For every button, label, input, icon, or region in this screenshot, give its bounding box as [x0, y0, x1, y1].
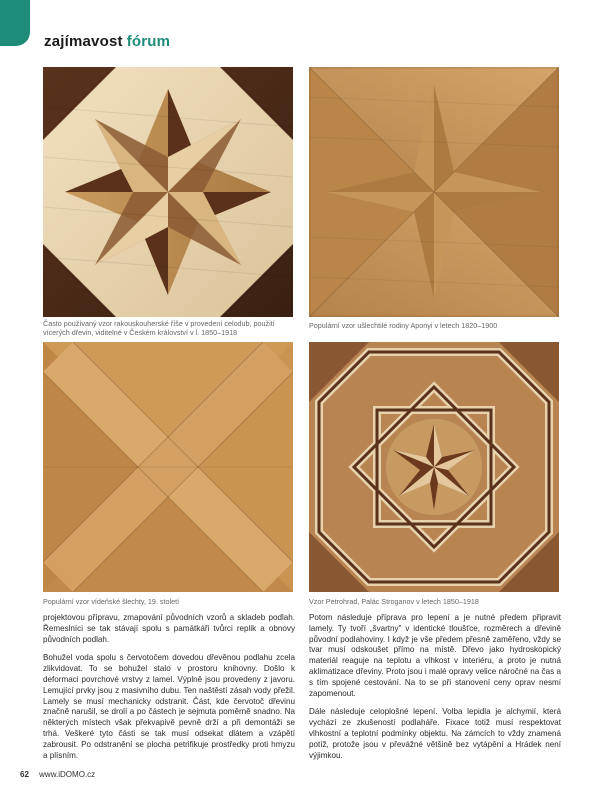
photo-caption-1: Často používaný vzor rakouskouherské říše v provedení celodub, použití vícerých dřevin, viditelné v Českém království v l. 1850–1918	[43, 319, 275, 337]
article-column-right	[309, 613, 561, 769]
article-paragraph: projektovou přípravu, zmapování původních vzorů a skladeb podlah. Řemeslníci se tak stávají spolu s památkáři tvůrci replik a obnovy původních podlah.	[43, 613, 295, 644]
article-column-left	[43, 613, 295, 769]
photo-caption-4: Vzor Petrohrad, Palác Stroganov v letech 1850–1918	[309, 597, 479, 606]
website-link[interactable]: www.iDOMO.cz	[39, 770, 96, 779]
section-tab-marker	[0, 0, 30, 46]
article-paragraph: Bohužel voda spolu s červotočem dovedou dřevěnou podlahu zcela zlikvidovat. To se bohužel stalo v prostoru knihovny. Došlo k deformaci povrchové vrstvy z lamel. Výplně jsou provedeny z javoru. Lemující prvky jsou z masivního dubu. Ten naštěstí zásah vody přežil. Lamely se musí mechanicky odstranit. Část, kde červotoč dřevinu značně narušil, se drolí a po částech je sejmuta poměrně snadno. Na některých místech však překvapivě pevně drží a při demontáži se trhá. Veškeré tyto části se tak musí odsekat dlátem a vzápětí zabrousit. Po odstranění se plocha petrifikuje prostředky proti hmyzu a plísním.	[43, 653, 295, 760]
parquet-photo-vienna	[43, 342, 293, 592]
parquet-photo-aponyi	[309, 67, 559, 317]
header-section: fórum	[126, 33, 171, 50]
article-paragraph: Potom následuje příprava pro lepení a je nutné předem připravit lamely. Ty tvoří „švartny" v identické tloušťce, rozměrech a dřevině původní podlahoviny. I když je vše předem přesně zaměřeno, vždy se tvar musí odskoušet přímo na místě. Dřevo jako hydroskopický materiál reaguje na teplotu a vlhkost v interiéru, a proto je nutná aklimatizace dřeviny. Proto jsou i malé opravy velice náročné na čas a s tím spojené cestování. Na to se při stanovení ceny oprav nesmí zapomenout.	[309, 613, 561, 698]
page-header	[44, 33, 170, 50]
article-paragraph: Dále následuje celoplošné lepení. Volba lepidla je alchymií, která vychází ze zkušeností podlaháře. Fixace totiž musí respektovat vlhkostní a teplotní podmínky objektu. Na zámcích to vždy znamená potíž, protože jsou v převážné většině bez vytápění a Hrádek není výjimkou.	[309, 707, 561, 760]
page-footer	[20, 770, 95, 779]
photo-caption-3: Populární vzor vídeňské šlechty, 19. století	[43, 597, 180, 606]
page-number: 62	[20, 770, 29, 779]
parquet-photo-petrohrad	[309, 342, 559, 592]
parquet-photo-octagon-star	[43, 67, 293, 317]
header-kicker: zajímavost	[44, 33, 123, 50]
photo-caption-2: Populární vzor ušlechtilé rodiny Aponyi v letech 1820–1900	[309, 321, 498, 330]
